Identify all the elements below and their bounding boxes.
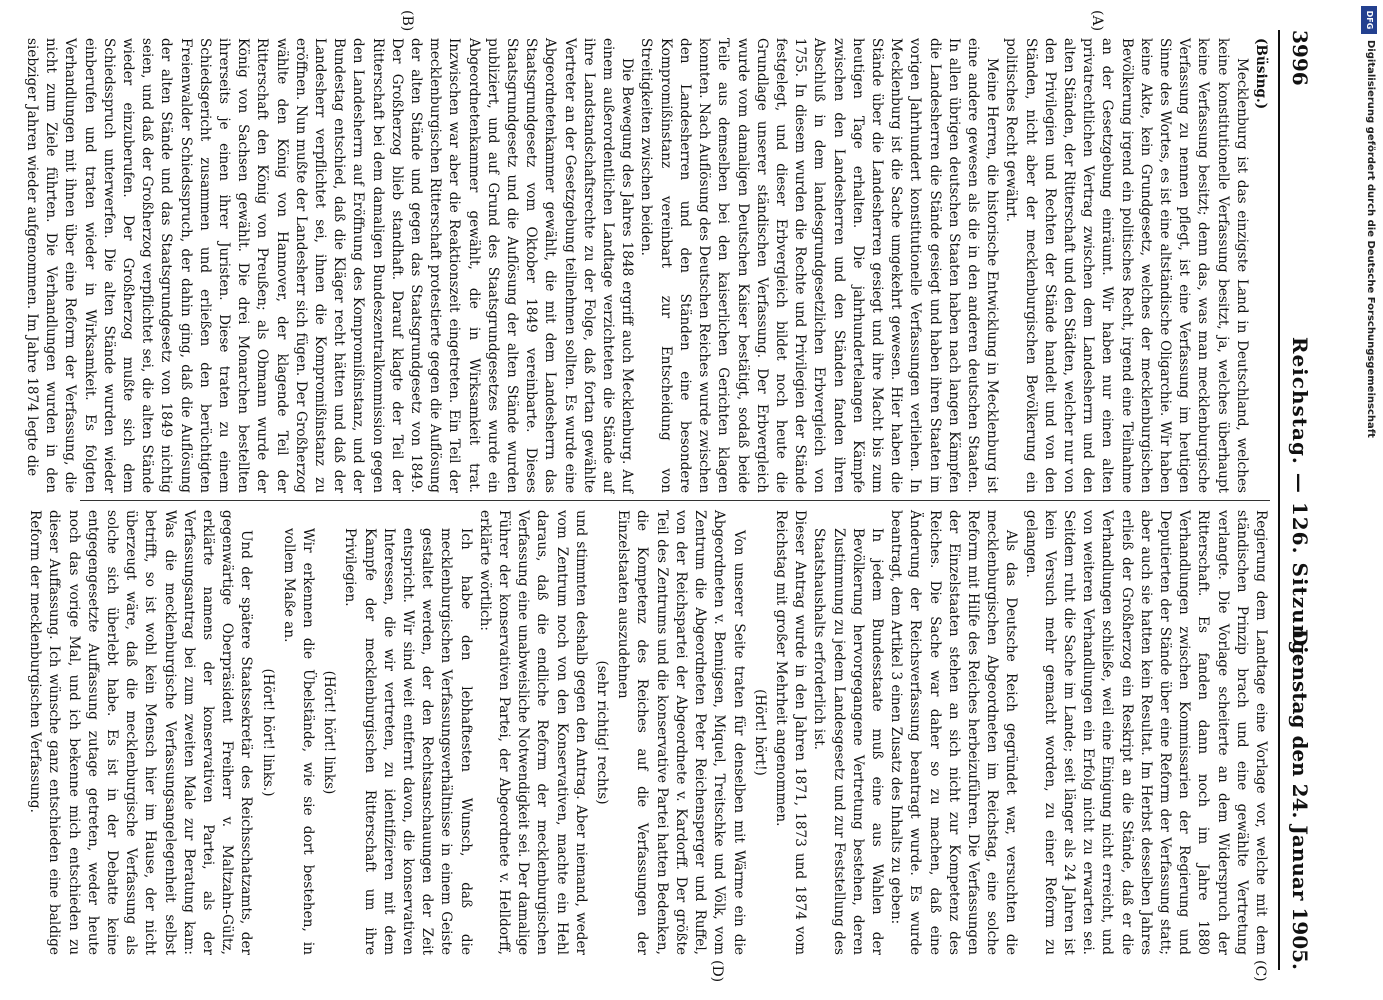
dfg-logo	[1361, 6, 1377, 34]
right-column	[25, 510, 1270, 955]
column-divider	[80, 500, 1270, 501]
paragraph: Als das Deutsche Reich gegründet war, versuchten die mecklenburgischen Abgeordneten im Reichstag, eine solche Reform mit Hilfe des Reiches herbeizuführen. Die Verfassungen der Einzelstaaten stehen an sich nicht zur Kompetenz des Reiches. Die Sache war daher so zu machen, daß eine Änderung der Reichsverfassung beantragt wurde. Es wurde beantragt, dem Artikel 3 einen Zusatz des Inhalts zu geben:	[888, 510, 1020, 955]
left-column	[22, 38, 1270, 493]
interjection: (Hört! hört!)	[751, 689, 768, 776]
interjection: (Hört! hört! links)	[321, 670, 338, 795]
paragraph: Meine Herren, die historische Entwicklung in Mecklenburg ist eine andere gewesen als die in den anderen deutschen Staaten. In allen übrigen deutschen Staaten haben nach langen Kämpfen die Landesherren die Stände gesiegt und haben ihren Staaten im vorigen Jahrhundert konstitutionelle Verfassungen verliehen. In Mecklenburg ist die Sache umgekehrt gewesen. Hier haben die Stände über die Landesherren gesiegt und ihre Macht bis zum heutigen Tage erhalten. Die jahrhundertelangen Kämpfe zwischen den Landesherren und den Ständen fanden ihren Abschluß in dem landesgrundgesetzlichen Erbvergleich von 1755. In diesem wurden die Rechte und Privilegien der Stände festgelegt, und dieser Erbvergleich bildet noch heute die Grundlage unserer ständischen Verfassung. Der Erbvergleich wurde vom damaligen Deutschen Kaiser bestätigt, sodaß beide Teile aus demselben bei den kaiserlichen Gerichten klagen konnten. Nach Auflösung des Deutschen Reiches wurde zwischen den Landesherren und den Ständen eine besondere Kompromißinstanz vereinbart zur Entscheidung von Streitigkeiten zwischen beiden.	[638, 38, 1001, 493]
margin-label-a: (A)	[1089, 10, 1105, 32]
margin-label-c: (C)	[1252, 960, 1268, 982]
interjection: (Hört! hört! links.)	[259, 668, 276, 797]
quotation: In jedem Bundesstaate muß eine aus Wahlen der Bevölkerung hervorgegangene Vertretung bestehen, deren Zustimmung zu jedem Landesgesetz und zur Feststellung des Staatshaushalts erforderlich ist.	[811, 528, 885, 955]
paragraph: und stimmten deshalb gegen den Antrag. Aber niemand, weder vom Zentrum noch von den Konservativen, machte ein Hehl daraus, daß die endliche Reform der mecklenburgischen Verfassung eine unabweisliche Notwendigkeit sei. Der damalige Führer der konservativen Partei, der Abgeordnete v. Helldorff, erklärte wörtlich:	[476, 510, 589, 955]
dfg-logo-text: DFG	[1365, 10, 1374, 30]
paragraph: Mecklenburg ist das einzigste Land in Deutschland, welches keine konstitutionelle Verfassung besitzt, ja, welches überhaupt keine Verfassung besitzt; denn das, was man mecklenburgische Verfassung zu nennen pflegt, ist eine Verfassung im heutigen Sinne des Wortes, es ist eine altständische Oligarchie. Wir haben keine Akte, kein Grundgesetz, welches der mecklenburgischen Bevölkerung irgend ein politisches Recht, irgend eine Teilnahme an der Gesetzgebung einräumt. Wir haben nur einen alten privatrechtlichen Vertrag zwischen dem Landesherrn und den alten Ständen, der Ritterschaft und den Städten, welcher nur von den Privilegien und Rechten der Stände handelt und von den Ständen, nicht aber der mecklenburgischen Bevölkerung ein politisches Recht gewährt.	[1003, 38, 1250, 493]
speaker-label: (Büsing.)	[1253, 38, 1269, 110]
paragraph: Und der spätere Staatssekretär des Reichsschatzamts, der gegenwärtige Oberpräsident Freiherr v. Maltzahn-Gültz, erklärte namens der konservativen Partei, als der Verfassungsantrag bei zum zweiten Male zur Beratung kam: Was die mecklenburgische Verfassungsangelegenheit selbst betrifft, so ist wohl kein Mensch hier im Hause, der nicht überzeugt wäre, daß die mecklenburgische Verfassung als solche sich überlebt habe. Es ist in der Debatte keine entgegengesetzte Auffassung zutage getreten, weder heute noch das vorige Mal, und ich bekenne mich entschieden zu dieser Auffassung. Ich wünsche ganz entschieden eine baldige Reform der mecklenburgischen Verfassung.	[27, 510, 255, 955]
page-number: 3996	[1288, 30, 1312, 86]
digitization-note: Digitalisierung gefördert durch die Deutsche Forschungsgemeinschaft	[1365, 40, 1376, 438]
page-header	[1282, 30, 1312, 970]
paragraph: Dieser Antrag wurde in den Jahren 1871, 1873 und 1874 vom Reichstag mit großer Mehrheit angenommen.	[772, 510, 809, 955]
rotated-page	[24, 0, 1320, 1000]
interjection: (sehr richtig! rechts)	[594, 660, 611, 805]
paragraph: Von unserer Seite traten für denselben mit Wärme ein die Abgeordneten v. Bennigsen, Miquel, Treitschke und Völk, vom Zentrum die Abgeordneten Peter Reichensperger und Ruffel, von der Reichspartei der Abgeordnete v. Kardorff. Der größte Teil des Zentrums und die konservative Partei hatten Bedenken, die Kompetenz des Reiches auf die Verfassungen der Einzelstaaten auszudehnen	[615, 510, 747, 955]
header-rule	[1278, 30, 1280, 970]
header-title: Reichstag. — 126. Sitzung.	[1288, 336, 1312, 664]
paragraph: Die Bewegung des Jahres 1848 ergriff auch Mecklenburg. Auf einem außerordentlichen Landtage verzichteten die Stände auf ihre Landstandschaftsrechte zu der Folge, daß fortan gewählte Vertreter an der Gesetzgebung teilnehmen sollten. Es wurde eine Abgeordnetenkammer gewählt, die mit dem Landesherrn das Staatsgrundgesetz vom Oktober 1849 vereinbarte. Dieses Staatsgrundgesetz und die Auflösung der alten Stände wurden publiziert, und auf Grund des Staatsgrundgesetzes wurde ein Abgeordnetenkammer gewählt, die in Wirksamkeit trat. Inzwischen war aber die Reaktionszeit eingetreten. Ein Teil der mecklenburgischen Ritterschaft protestierte gegen die Auflösung der alten Stände und gegen das Staatsgrundgesetz von 1849. Der Großherzog blieb standhaft. Darauf klagte der Teil der Ritterschaft bei dem damaligen Bundeszentralkommission gegen den Landesherrn auf Eröffnung des Kompromißinstanz, und der Bundestag entschied, daß die Kläger recht hätten und daß der Landesherr verpflichtet sei, ihnen die Kompromißinstanz zu eröffnen. Nun mußte der Landesherr sich fügen. Der Großherzog wählte den König von Hannover, der klagende Teil der Ritterschaft den König von Preußen; als Obmann wurde der König von Sachsen gewählt. Die drei Monarchen bestellten ihrerseits je einen ihrer Juristen. Diese traten zu einem Schiedsgericht zusammen und erließen den berüchtigten Freienwalder Schiedsspruch, der dahin ging, daß die Auflösung der alten Stände und das Staatsgrundgesetz von 1849 nichtig seien, und daß der Großherzog verpflichtet sei, die alten Stände wieder einzuberufen. Der Großherzog mußte sich dem Schiedsspruch unterwerfen. Die alten Stände wurden wieder einberufen und traten wieder in Wirksamkeit. Es folgten Verhandlungen mit ihnen über eine Reform der Verfassung, die nicht zum Ziele führten. Die Verhandlungen wurden in den siebziger Jahren wieder aufgenommen. Im Jahre 1874 legte die	[24, 38, 636, 493]
quotation: Wir erkennen die Übelstände, wie sie dort bestehen, in vollem Maße an.	[280, 528, 317, 955]
margin-label-d: (D)	[709, 960, 725, 983]
header-date: Dienstag den 24. Januar 1905.	[1288, 628, 1312, 970]
margin-label-b: (B)	[399, 10, 415, 32]
paragraph: Regierung dem Landtage eine Vorlage vor, welche mit dem ständischen Prinzip brach und eine gewählte Vertretung verlangte. Die Vorlage scheiterte an dem Widerspruch der Ritterschaft. Es fanden dann noch im Jahre 1880 Verhandlungen zwischen Kommissarien der Regierung und Deputierten der Stände über eine Reform der Verfassung statt; aber auch sie hatten kein Resultat. Im Herbst desselben Jahres erließ der Großherzog ein Reskript an die Stände, daß er die Verhandlungen schließe, weil eine Einigung nicht erreicht, und von weiteren Verhandlungen ein Erfolg nicht zu erwarten sei. Seitdem ruht die Sache im Lande; seit länger als 24 Jahren ist kein Versuch mehr gemacht worden, zu einer Reform zu gelangen.	[1022, 510, 1269, 955]
quotation: Ich habe den lebhaftesten Wunsch, daß die mecklenburgischen Verfassungsverhältnisse in einem Geiste gestaltet werden, der den Rechtsanschauungen der Zeit entspricht. Wir sind weit entfernt davon, die konservativen Interessen, die wir vertreten, zu identifizieren mit dem Kampfe der mecklenburgischen Ritterschaft um ihre Privilegien.	[342, 528, 474, 955]
